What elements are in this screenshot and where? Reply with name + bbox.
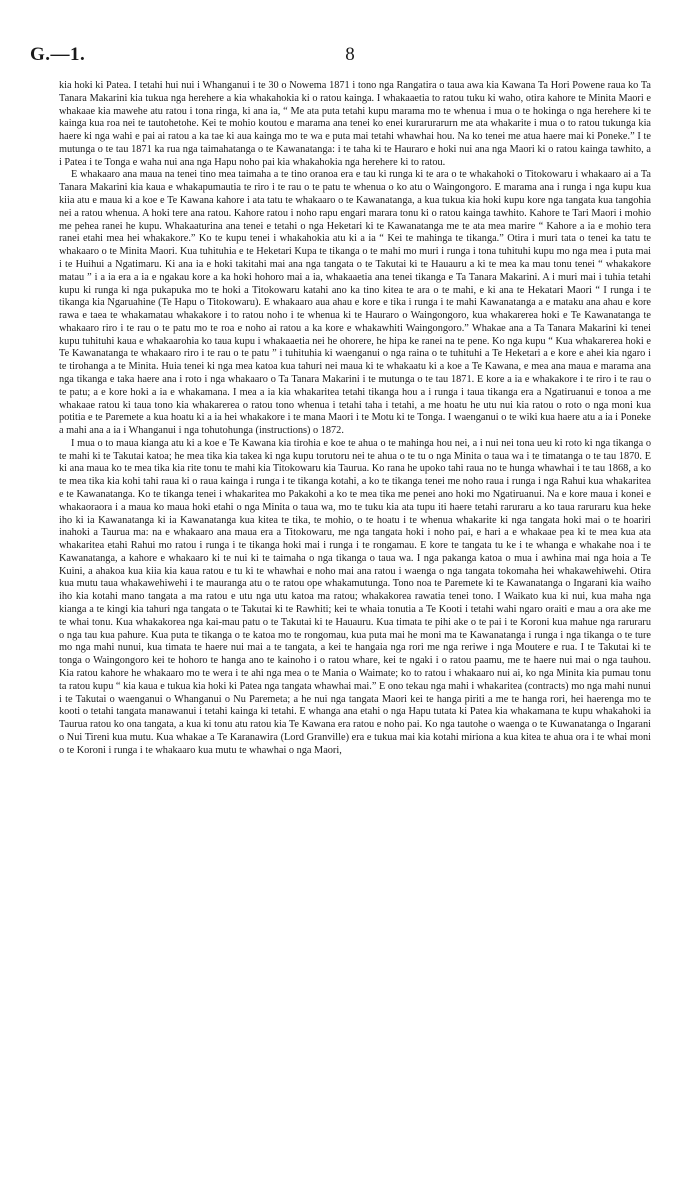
paragraph-2: E whakaaro ana maua na tenei tino mea taimaha a te tino oranoa era e tau ki runga ki te ara o te whakahoki o Titokowaru i whakaaro ai a Ta Tanara Makarini kia kaua e whakapumautia te riro i te rau o te patu te whenua o ko atu o Waingongoro. E marama ana i runga i nga kupu kua kiia atu e maua ki a koe e Te Kawana kahore i ata tatu te whakaaro o te Kawanatanga, a kua tukua kia hoki kupu kore nga tangata kua tangohia nei a ratou whenua. A hoki tere ana ratou. Kahore ratou i noho rapu engari marara tonu ki o ratou kainga tawhito. Kahore te Tari Maori i mohio me pehea ranei he kupu. Whakaaturina ana tenei e tetahi o nga Heketari ki te Kawanatanga me te ata mea marire “ Kahore a ia e mohio tera ranei etahi mea hei whakakore.” Ko te kupu tenei i whakahokia atu ki a ia “ Kei te mahinga te tikanga.” Otira i muri tata o tenei ka tatu te whakaaro o te Minita Maori. Kua tuhituhia e te Heketari Kupa te tikanga o te mahi mo muri i runga i tona tuhituhi kupu mo nga mea i puta mai i te Huihui a Ngatimaru. Ki ana ia e hoki takitahi mai ana nga tangata o te Takutai ki te Hauauru a ki te mea ka mau tonu tenei “ whakakore matau ” i a ia era a ia e ngakau kore a ka hoki hohoro mai a ia, whakaaetia ana tenei tikanga e Ta Tanara Makarini. A i muri mai i tuhia tetahi kupu ki runga ki nga pukapuka mo te hoki a Titokowaru katahi ano ka tino kitea te ara o te mahi, e ki ana te Hekatari Maori “ I runga i te tikanga kia Ngaruahine (Te Hapu o Titokowaru). E whakaaro aua ahau e kore e tika i runga i te mahi Kawanatanga a e mataku ana ahau e kore rawa e taea te whakamatau whakakore i to ratou noho i te whenua ki te Hauraro o Waingongoro, kua whakarerea hoki e Te Kawanatanga te whakaaro riro i te rau o te patu mo te roa e noho ai ratou a ka kore e whakawhiti Waingongoro.” Whakae ana a Ta Tanara Makarini ki tenei kupu tuhituhi kaua e whakaarohia ko taua kupu i whakaaetia nei he ohorere, he hipa ke ranei na te pene. Ko nga kupu “ Kua whakarerea hoki e Te Kawanatanga te whakaaro riro i te rau o te patu ” i tuhituhia ki waenganui o nga raina o te tuhituhi a Te Heketari a e kore e ahei kia ngaro i te tirohanga a te Minita. Huia tenei ki nga mea katoa kua tahuri nei maua ki te whakaatu ki a koe a Te Kawana, e mea ana maua e marama ana nga tikanga e taka haere ana i roto i nga whakaaro o Ta Tanara Makarini i te mutunga o te tau 1871. E kore a ia e whakakore i te riro i te rau o te patu; a e kore hoki a ia e whakamana. I mea a ia kia whakaritea tetahi tikanga hou a i runga i taua tikanga era a Ngatiruanui e tonoa a me whakaae ratou ki taua tono kia whakarerea o ratou tono whenua i tetahi taha i tetahi, a me hoatu he utu nui kia ratou o roto o nga moni kua potitia e te Paremete a kua hoatu ki a ia hei whakakore i te mana Maori i te Motu ki te Tonga. I waenganui o te wiki kua haere atu a ia i Poneke a mahi ana a ia i Whanganui i nga tohutohunga (instructions) o 1872. [59, 169, 651, 437]
document-reference: G.—1. [30, 44, 86, 65]
paragraph-3: I mua o to maua kianga atu ki a koe e Te Kawana kia tirohia e koe te ahua o te mahinga hou nei, a i nui nei tona ueu ki roto ki nga tikanga o te mahi ki te Takutai katoa; he mea tika kia takea ki nga kupu torutoru nei te ahua o te tu o nga Minita o taua wa i te timatanga o te tau 1870. E ki ana maua ko te mea tika kia rite tonu te mahi kia Titokowaru kia Taurua. Ko rana he upoko tahi raua no te hunga whawhai i te tau 1868, a ko te mea tika kia kohi tahi raua ki o raua kainga i runga i te tikanga kotahi, a ko te tikanga tenei me noho raua i runga i nga Rahui kua whakaritea e te Kawanatanga. Ko te tikanga tenei i whakaritea mo Pakakohi a ko te mea tika me penei ano hoki mo Ngatiruanui. Na e kore maua i konei e whakaoraora i a maua ko maua hoki etahi o nga Minita o taua wa, mo te tuku kia ata tupu iti haere tetahi raruraru a ko taua raruraru kua heke iho ki ia Kawanatanga ki ia Kawanatanga kua kitea te tika, te mohio, o te hoatu i te whenua whakarite ki nga tangata hoki mai o te hoariri inahoki a Taurua ma: na e whakaaro ana maua era a Titokowaru, me nga tangata hoki i noho pai, e hari a e whakaae pea ki te mea kua ata whakaritea etahi Rahui mo ratou i runga i te tikanga hoki mai i runga i te rongamau. E kore te tangata tu ke i te whanga e whakahe noa i te Kawanatanga, a kahore e whakaaro ki te nui ki te taimaha o nga tikanga o taua wa. I nga pakanga katoa o mua i awhina mai nga hoia a Te Kuini, a ahakoa kua kiia kia kaua ratou e tu ki te whawhai e noho mai ana ratou i waenga o nga tangata tokomaha hei whakawehiwehi. Otira kua mutu taua whakawehiwehi i te mauranga atu o te ratou ope whakamutunga. Tono noa te Paremete ki te Kawanatanga o Ingarani kia waiho iho kia kotahi mano tangata a ma ratou e utu nga utu katoa ma ratou; whakakorea rawatia tenei tono. I Waikato kua ki nui, kua maha nga kianga a te kingi kia tahuri nga tangata o te Takutai ki te Rawhiti; kei te whaia tonutia a Te Kooti i tetahi wahi ngaro oraiti e mau a ora ake me te whai tonu. Kua whakakorea nga kai-mau patu o te Takutai ki te Hauauru. Kua timata te pihi ake o te pai i te Koroni kua mahue nga raruraru o nga tau kua pahure. Kua puta te tikanga o te katoa mo te rongomau, kua puta mai he moni ma te Kawanatanga i runga i nga tikanga o te ture mo nga mahi nunui, kua timata te haere nui mai a te tangata, a kei te hangaia nga rori me nga reriwe i nga Moutere e rua. I te Takutai ki te tonga o Waingongoro kei te hohoro te hanga ano te kainoho i o ratou whare, kei te ngaki i o ratou paamu, me te haere nui mai o nga tauhou. Kia ratou kahore he whakaaro mo te wera i te ahi nga mea o te Mania o Waimate; ko to ratou i whakaaro nui ai, ko nga Minita kia pumau tonu ta ratou kupu “ kia kaua e tukua kia hoki ki Patea nga tangata whawhai mai.” E ono tekau nga mahi i whakaritea (contracts) mo nga mahi nunui i te Takutai o waenganui o Whanganui o Nu Paremeta; a he nui nga tangata Maori kei te hanga piriti a me te hanga rori, hei haerenga mo te kooti o tetahi tangata manawanui i tetahi kainga ki tetahi. E whanga ana etahi o nga Hapu tutata ki Patea kia whakamana te kupu whakahoki ia Taurua ratou ko ona tangata, a kua ki tonu atu ratou kia Te Kawana era ratou e noho pai. Ko nga tautohe o waenga o te Kuwanatanga o Ingarani o Nui Tireni kua mutu. Kua whakae a Te Karanawira (Lord Granville) era e tukua mai kia kotahi miriona a kua kitea te ahua ora i te whai moni o te Koroni i runga i te whakaaro kua mutu te whawhai o nga Maori, [59, 437, 651, 756]
page-number: 8 [345, 44, 355, 65]
paragraph-1: kia hoki ki Patea. I tetahi hui nui i Whanganui i te 30 o Nowema 1871 i tono nga Rangatira o taua awa kia Kawana Ta Hori Powene raua ko Ta Tanara Makarini kia tukua nga herehere a kia whakahokia ki o ratou kainga. I whakaaetia to ratou tuku ki waho, otira kahore te Minita Maori e whakaae kia mawehe atu ratou i tona ringa, ki ana ia, “ Me ata puta tetahi kupu marama mo te whenua i mua o te hokinga o nga herehere ki te kainga kua roa nei te tautohetohe. Kei te mohio koutou e marama ana tenei ko enei kurarurarurn me ata whakarite i mua o to ratou tukunga kia haere ki nga wahi e pai ai ratou a ka tae ki aua kainga mo te wa e puta mai tetahi whawhai hou. Na ko tenei me atua haere mai ki Poneke.” I te mutunga o te tau 1871 ka rua nga taimahatanga o te Kawanatanga: i te taha ki te Hauraro e hoki nui ana nga Maori ki o ratou kainga tawhito, a i Patea i te Tonga e waha nui ana nga Hapu noho pai kia whakahokia nga herehere ki to ratou. [59, 80, 651, 168]
body-text [59, 80, 651, 757]
